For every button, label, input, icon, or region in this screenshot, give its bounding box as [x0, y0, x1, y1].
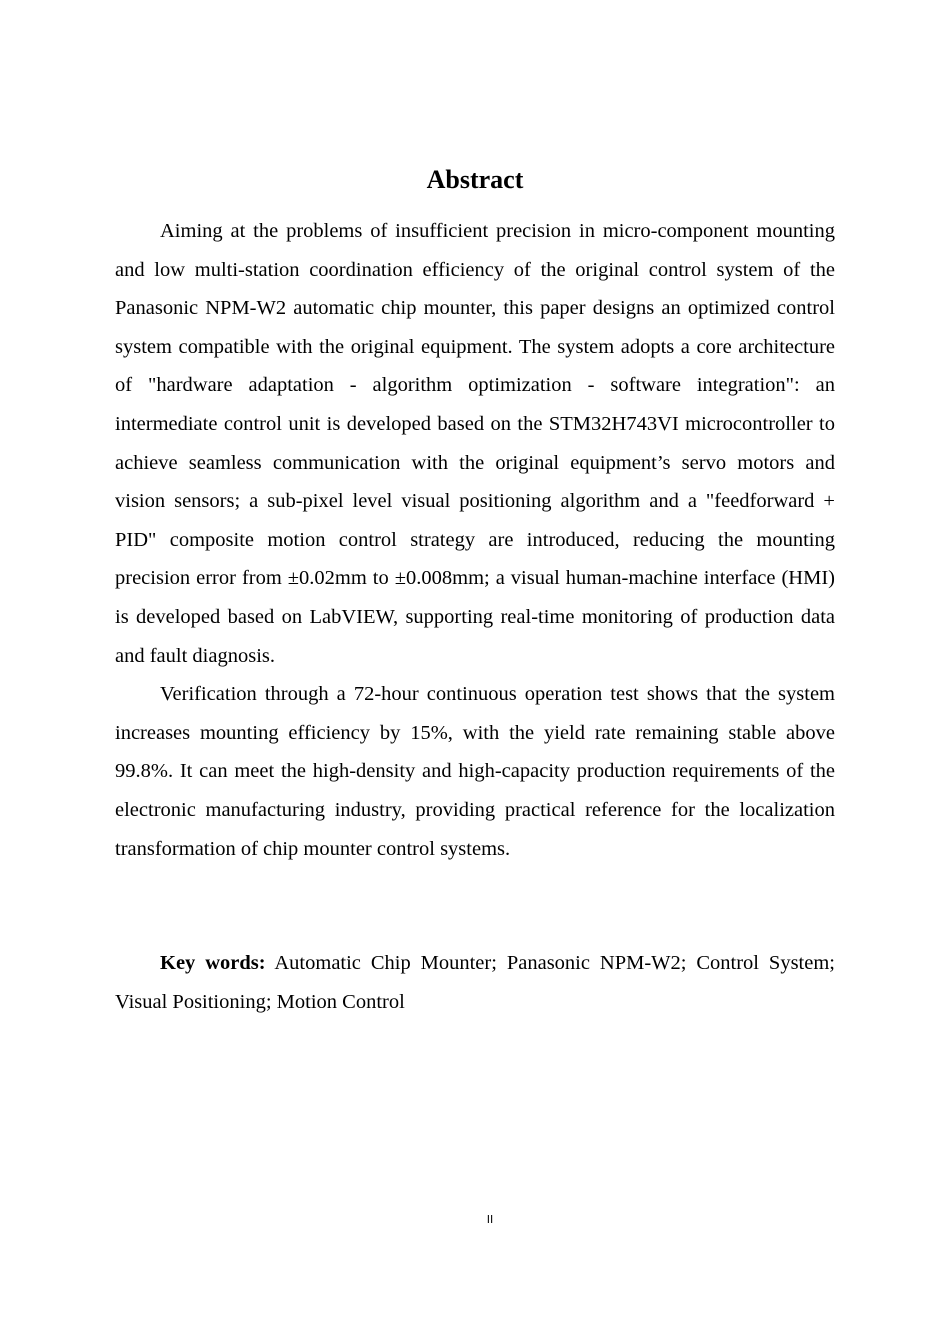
abstract-title: Abstract	[426, 165, 524, 194]
abstract-body	[115, 212, 835, 868]
page-number: II	[486, 1213, 494, 1226]
keywords-line	[115, 944, 835, 1021]
abstract-paragraph-2: Verification through a 72-hour continuous operation test shows that the system increases mounting efficiency by 15%, with the yield rate remaining stable above 99.8%. It can meet the high-density and high-capacity production requirements of the electronic manufacturing industry, providing practical reference for the localization transformation of chip mounter control systems.	[115, 683, 835, 860]
abstract-paragraph-1: Aiming at the problems of insufficient precision in micro-component mounting and low multi-station coordination efficiency of the original control system of the Panasonic NPM-W2 automatic chip mounter, this paper designs an optimized control system compatible with the original equipment. The system adopts a core architecture of "hardware adaptation - algorithm optimization - software integration": an intermediate control unit is developed based on the STM32H743VI microcontroller to achieve seamless communication with the original equipment’s servo motors and vision sensors; a sub-pixel level visual positioning algorithm and a "feedforward + PID" composite motion control strategy are introduced, reducing the mounting precision error from ±0.02mm to ±0.008mm; a visual human-machine interface (HMI) is developed based on LabVIEW, supporting real-time monitoring of production data and fault diagnosis.	[115, 220, 835, 667]
keywords-text: Automatic Chip Mounter; Panasonic NPM-W2; Control System; Visual Positioning; Motion Control	[115, 952, 835, 1013]
keywords-label: Key words:	[160, 952, 266, 974]
